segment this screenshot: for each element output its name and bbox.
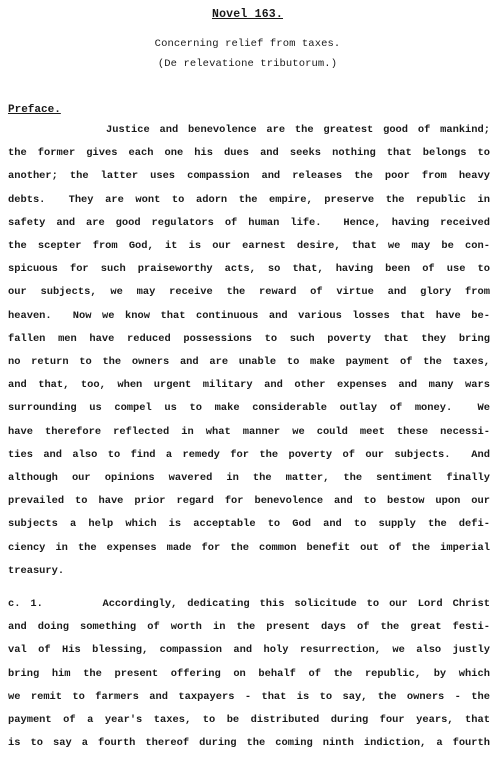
section-1-line: is to say a fourth thereof during the coming ninth indiction, a fourth [8,737,490,750]
preface-line: although our opinions wavered in the matter, the sentiment finally [8,472,490,484]
preface-line: no return to the owners and are unable to make payment of the taxes, [8,356,490,368]
preface-line: ciency in the expenses made for the common benefit out of the imperial [8,541,490,554]
section-1-line: we remit to farmers and taxpayers - that is to say, the owners - the [8,690,490,703]
section-1-line: c. 1. Accordingly, dedicating this solicitude to our Lord Christ [8,598,490,610]
preface-heading: Preface. [8,104,61,116]
preface-line: the former gives each one his dues and seeks nothing that belongs to [8,147,490,160]
preface-line: prevailed to have prior regard for benevolence and to bestow upon our [8,495,490,508]
latin-title: (De relevatione tributorum.) [157,58,338,70]
document-subtitle: Concerning relief from taxes. [154,38,341,50]
preface-line: and that, too, when urgent military and other expenses and many wars [8,379,490,392]
preface-line: subjects a help which is acceptable to God and to supply the defi- [8,518,490,531]
preface-line: surrounding us compel us to make considerable outlay of money. We [8,402,490,415]
preface-line: Justice and benevolence are the greatest good of mankind; [8,124,490,136]
preface-line: heaven. Now we know that continuous and various losses that have be- [8,309,490,322]
preface-line: debts. They are wont to adorn the empire, preserve the republic in [8,193,490,206]
document-title: Novel 163. [211,8,283,21]
preface-line: the scepter from God, it is our earnest desire, that we may be con- [8,240,490,252]
preface-line: safety and are good regulators of human life. Hence, having received [8,216,490,229]
preface-line: spicuous for such praiseworthy acts, so that, having been of use to [8,263,490,276]
preface-line: our subjects, we may receive the reward of virtue and glory from [8,286,490,299]
preface-line: ties and also to find a remedy for the poverty of our subjects. And [8,448,490,461]
preface-line: another; the latter uses compassion and releases the poor from heavy [8,170,490,183]
section-1-line: bring him the present offering on behalf of the republic, by which [8,667,490,680]
section-1-line: payment of a year's taxes, to be distributed during four years, that [8,714,490,726]
section-1-line: and doing something of worth in the present days of the great festi- [8,621,490,634]
section-1-line: val of His blessing, compassion and holy resurrection, we also justly [8,644,490,657]
preface-line: have therefore reflected in what manner we could meet these necessi- [8,425,490,438]
preface-line: treasury. [8,564,65,577]
preface-line: fallen men have reduced possessions to such poverty that they bring [8,332,490,345]
